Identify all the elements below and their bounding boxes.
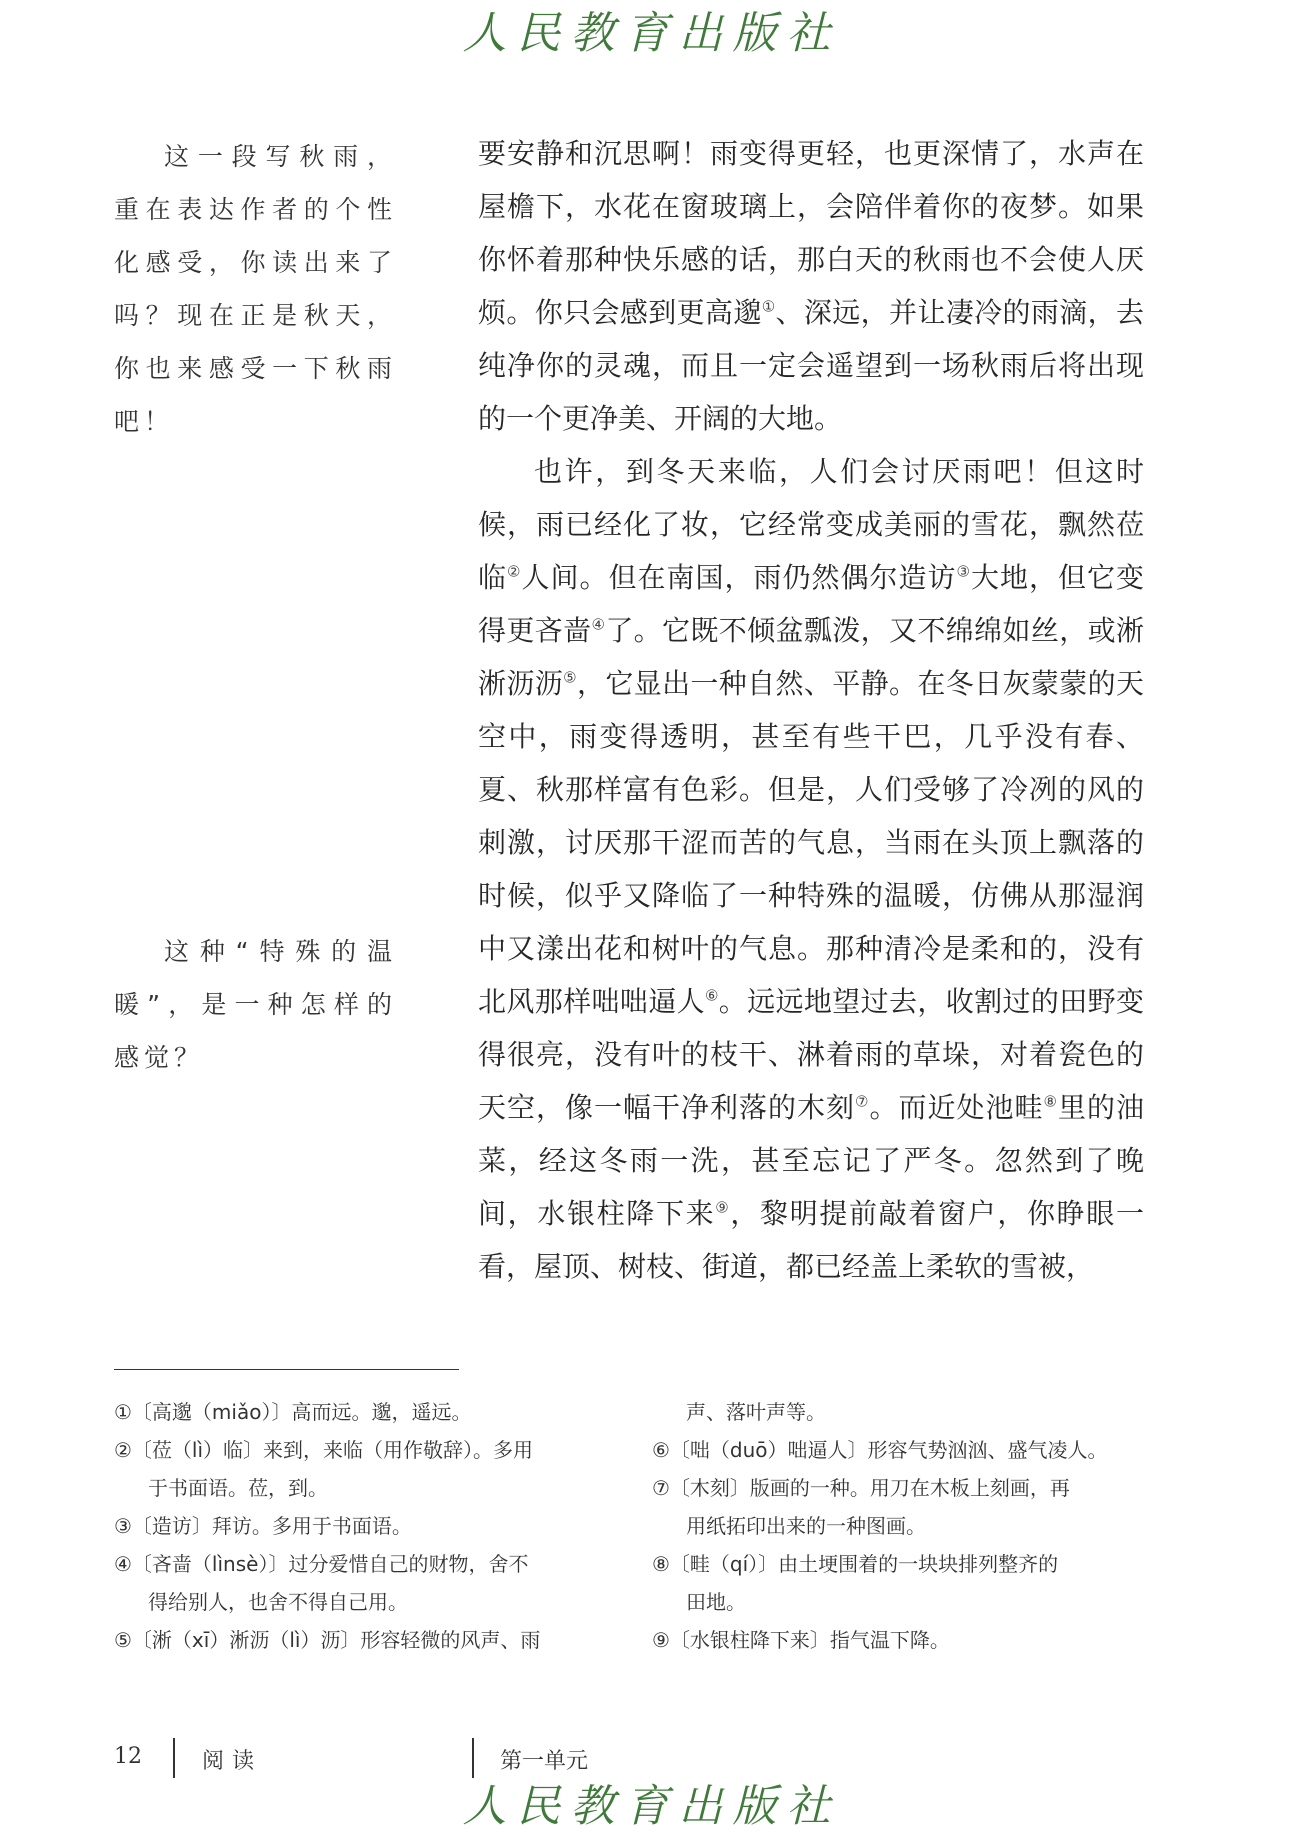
- page-number: 12: [114, 1744, 142, 1769]
- footnote-divider: [114, 1369, 459, 1370]
- main-text: [478, 127, 1144, 1293]
- footnote: ①〔高邈（miǎo）〕高而远。邈，遥远。: [114, 1400, 472, 1424]
- footnote-ref[interactable]: ④: [591, 615, 606, 634]
- footnote: ⑧〔畦（qí）〕由土埂围着的一块块排列整齐的: [652, 1552, 1059, 1576]
- footnote-ref[interactable]: ⑧: [1043, 1092, 1058, 1111]
- footnote-ref[interactable]: ⑤: [563, 668, 577, 687]
- text-run: 也许，到冬天来临，人们会讨厌雨吧！但这时候，雨已经化了妆，它经常变成美丽的雪花，飘然莅临: [478, 455, 1144, 594]
- text-run: 。而近处池畦: [869, 1091, 1044, 1124]
- footnote-ref[interactable]: ⑨: [715, 1198, 731, 1217]
- footnote: ⑥〔咄（duō）咄逼人〕形容气势汹汹、盛气凌人。: [652, 1438, 1108, 1462]
- footnote-ref[interactable]: ⑥: [704, 986, 719, 1005]
- unit-label: 第一单元: [500, 1749, 589, 1774]
- paragraph: [478, 127, 1144, 445]
- text-run: 、深远，并让凄冷的雨滴，去纯净你的灵魂，而且一定会遥望到一场秋雨后将出现的一个更净美、开阔的大地。: [478, 296, 1144, 435]
- footnote-continuation: 声、落叶声等。: [686, 1400, 826, 1424]
- text-run: ，黎明提前敲着窗户，你睁眼一看，屋顶、树枝、街道，都已经盖上柔软的雪被，: [478, 1197, 1144, 1283]
- footnote: ⑤〔淅（xī）淅沥（lì）沥〕形容轻微的风声、雨: [114, 1628, 541, 1652]
- publisher-logo: 人民教育出版社: [462, 1781, 841, 1832]
- text-run: 了。它既不倾盆瓢泼，又不绵绵如丝，或淅淅沥沥: [478, 614, 1144, 700]
- footnotes-left: [114, 1393, 604, 1659]
- paragraph: [478, 445, 1144, 1293]
- text-run: 大地，但它变得更吝啬: [478, 561, 1144, 647]
- footnote: ④〔吝啬（lìnsè）〕过分爱惜自己的财物，舍不: [114, 1552, 529, 1576]
- footnote: ③〔造访〕拜访。多用于书面语。: [114, 1514, 412, 1538]
- footnote-continuation: 田地。: [686, 1590, 746, 1614]
- text-run: ，它显出一种自然、平静。在冬日灰蒙蒙的天空中，雨变得透明，甚至有些干巴，几乎没有春、夏、秋那样富有色彩。但是，人们受够了冷冽的风的刺激，讨厌那干涩而苦的气息，当雨在头顶上飘落的时候，似乎又降临了一种特殊的温暖，仿佛从那湿润中又漾出花和树叶的气息。那种清冷是柔和的，没有北风那样咄咄逼人: [478, 667, 1144, 1018]
- footnote: ②〔莅（lì）临〕来到，来临（用作敬辞）。多用: [114, 1438, 534, 1462]
- footnote-continuation: 用纸拓印出来的一种图画。: [686, 1514, 926, 1538]
- publisher-logo: 人民教育出版社: [462, 8, 841, 59]
- page-footer: [0, 1738, 1303, 1780]
- text-run: 要安静和沉思啊！雨变得更轻，也更深情了，水声在屋檐下，水花在窗玻璃上，会陪伴着你的夜梦。如果你怀着那种快乐感的话，那白天的秋雨也不会使人厌烦。你只会感到更高邈: [478, 137, 1144, 329]
- margin-note: 这一段写秋雨，重在表达作者的个性化感受，你读出来了吗？现在正是秋天，你也来感受一下秋雨吧！: [114, 142, 397, 436]
- footnotes-right: [652, 1393, 1146, 1659]
- text-run: 人间。但在南国，雨仍然偶尔造访: [521, 561, 957, 594]
- footnote-continuation: 于书面语。莅，到。: [148, 1476, 328, 1500]
- footnote-ref[interactable]: ②: [507, 562, 522, 581]
- footnote-ref[interactable]: ③: [956, 562, 971, 581]
- text-run: 里的油菜，经这冬雨一洗，甚至忘记了严冬。忽然到了晚间，水银柱降下来: [478, 1091, 1144, 1230]
- footer-divider: [472, 1738, 474, 1778]
- footer-divider: [173, 1738, 175, 1778]
- footnote-ref[interactable]: ⑦: [855, 1092, 870, 1111]
- footnote: ⑨〔水银柱降下来〕指气温下降。: [652, 1628, 950, 1652]
- section-label: 阅读: [202, 1749, 263, 1774]
- footnote-ref[interactable]: ①: [761, 297, 776, 316]
- footnote: ⑦〔木刻〕版画的一种。用刀在木板上刻画，再: [652, 1476, 1070, 1500]
- footnote-continuation: 得给别人，也舍不得自己用。: [148, 1590, 408, 1614]
- margin-note: 这种“特殊的温暖”，是一种怎样的感觉？: [114, 937, 397, 1072]
- text-run: 。远远地望过去，收割过的田野变得很亮，没有叶的枝干、淋着雨的草垛，对着瓷色的天空，像一幅干净利落的木刻: [478, 985, 1144, 1124]
